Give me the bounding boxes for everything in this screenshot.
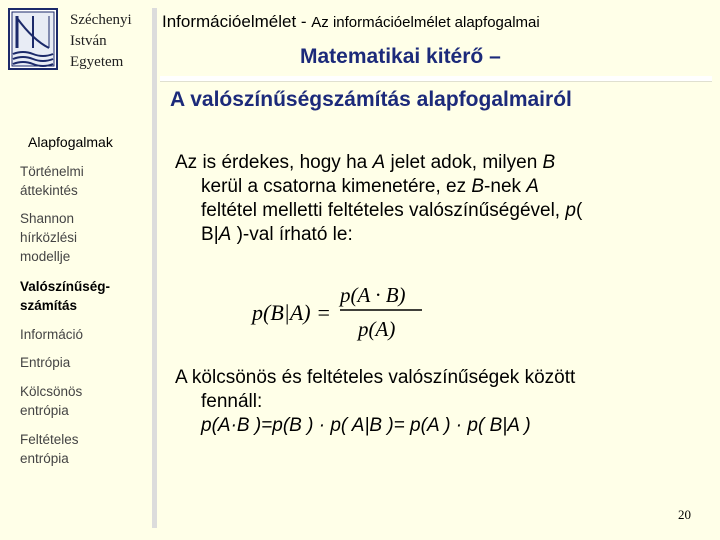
sidebar-item-informacio[interactable]: Információ xyxy=(20,327,84,342)
sidebar-item-felteteles[interactable]: Feltételes entrópia xyxy=(20,432,79,466)
formula-lhs: p(B|A) = xyxy=(252,300,331,325)
university-line3: Egyetem xyxy=(70,54,124,70)
formula-numerator: p(A · B) xyxy=(340,283,406,307)
page-number: 20 xyxy=(678,507,691,522)
slide-title-line2: A valószínűségszámítás alapfogalmairól xyxy=(170,88,572,111)
university-name xyxy=(70,10,132,73)
formula-denominator: p(A) xyxy=(358,317,396,341)
sidebar-item-entropia[interactable]: Entrópia xyxy=(20,355,71,370)
sidebar-item-shannon[interactable]: Shannon hírközlési modellje xyxy=(20,211,78,264)
title-divider xyxy=(160,76,712,81)
sidebar-item-kolcsonos[interactable]: Kölcsönös entrópia xyxy=(20,384,83,418)
sidebar-item-tortenelmi[interactable]: Történelmi áttekintés xyxy=(20,164,84,198)
sidebar-item-valoszinuseg[interactable]: Valószínűség-számítás xyxy=(20,279,111,313)
university-line2: István xyxy=(70,33,107,49)
paragraph-joint: A kölcsönös és feltételes valószínűségek között fennáll: p(A·B )=p(B ) · p( A|B )= p(A ) · p( B|A ) xyxy=(175,367,576,436)
course-title xyxy=(162,12,540,32)
paragraph-conditional: Az is érdekes, hogy ha A jelet adok, milyen B kerül a csatorna kimenetére, ez B-nek A feltétel melletti feltételes valószínűségével, p( B|A )-val írható le: xyxy=(175,152,583,245)
course-subtitle: Az információelmélet alapfogalmai xyxy=(311,14,540,31)
conditional-probability-formula xyxy=(250,276,430,346)
sidebar-heading: Alapfogalmak xyxy=(28,134,113,150)
university-logo xyxy=(8,8,58,70)
course-name: Információelmélet - xyxy=(162,12,312,31)
slide-title-line1: Matematikai kitérő – xyxy=(300,45,501,68)
university-line1: Széchenyi xyxy=(70,12,132,28)
vertical-divider xyxy=(152,8,157,528)
